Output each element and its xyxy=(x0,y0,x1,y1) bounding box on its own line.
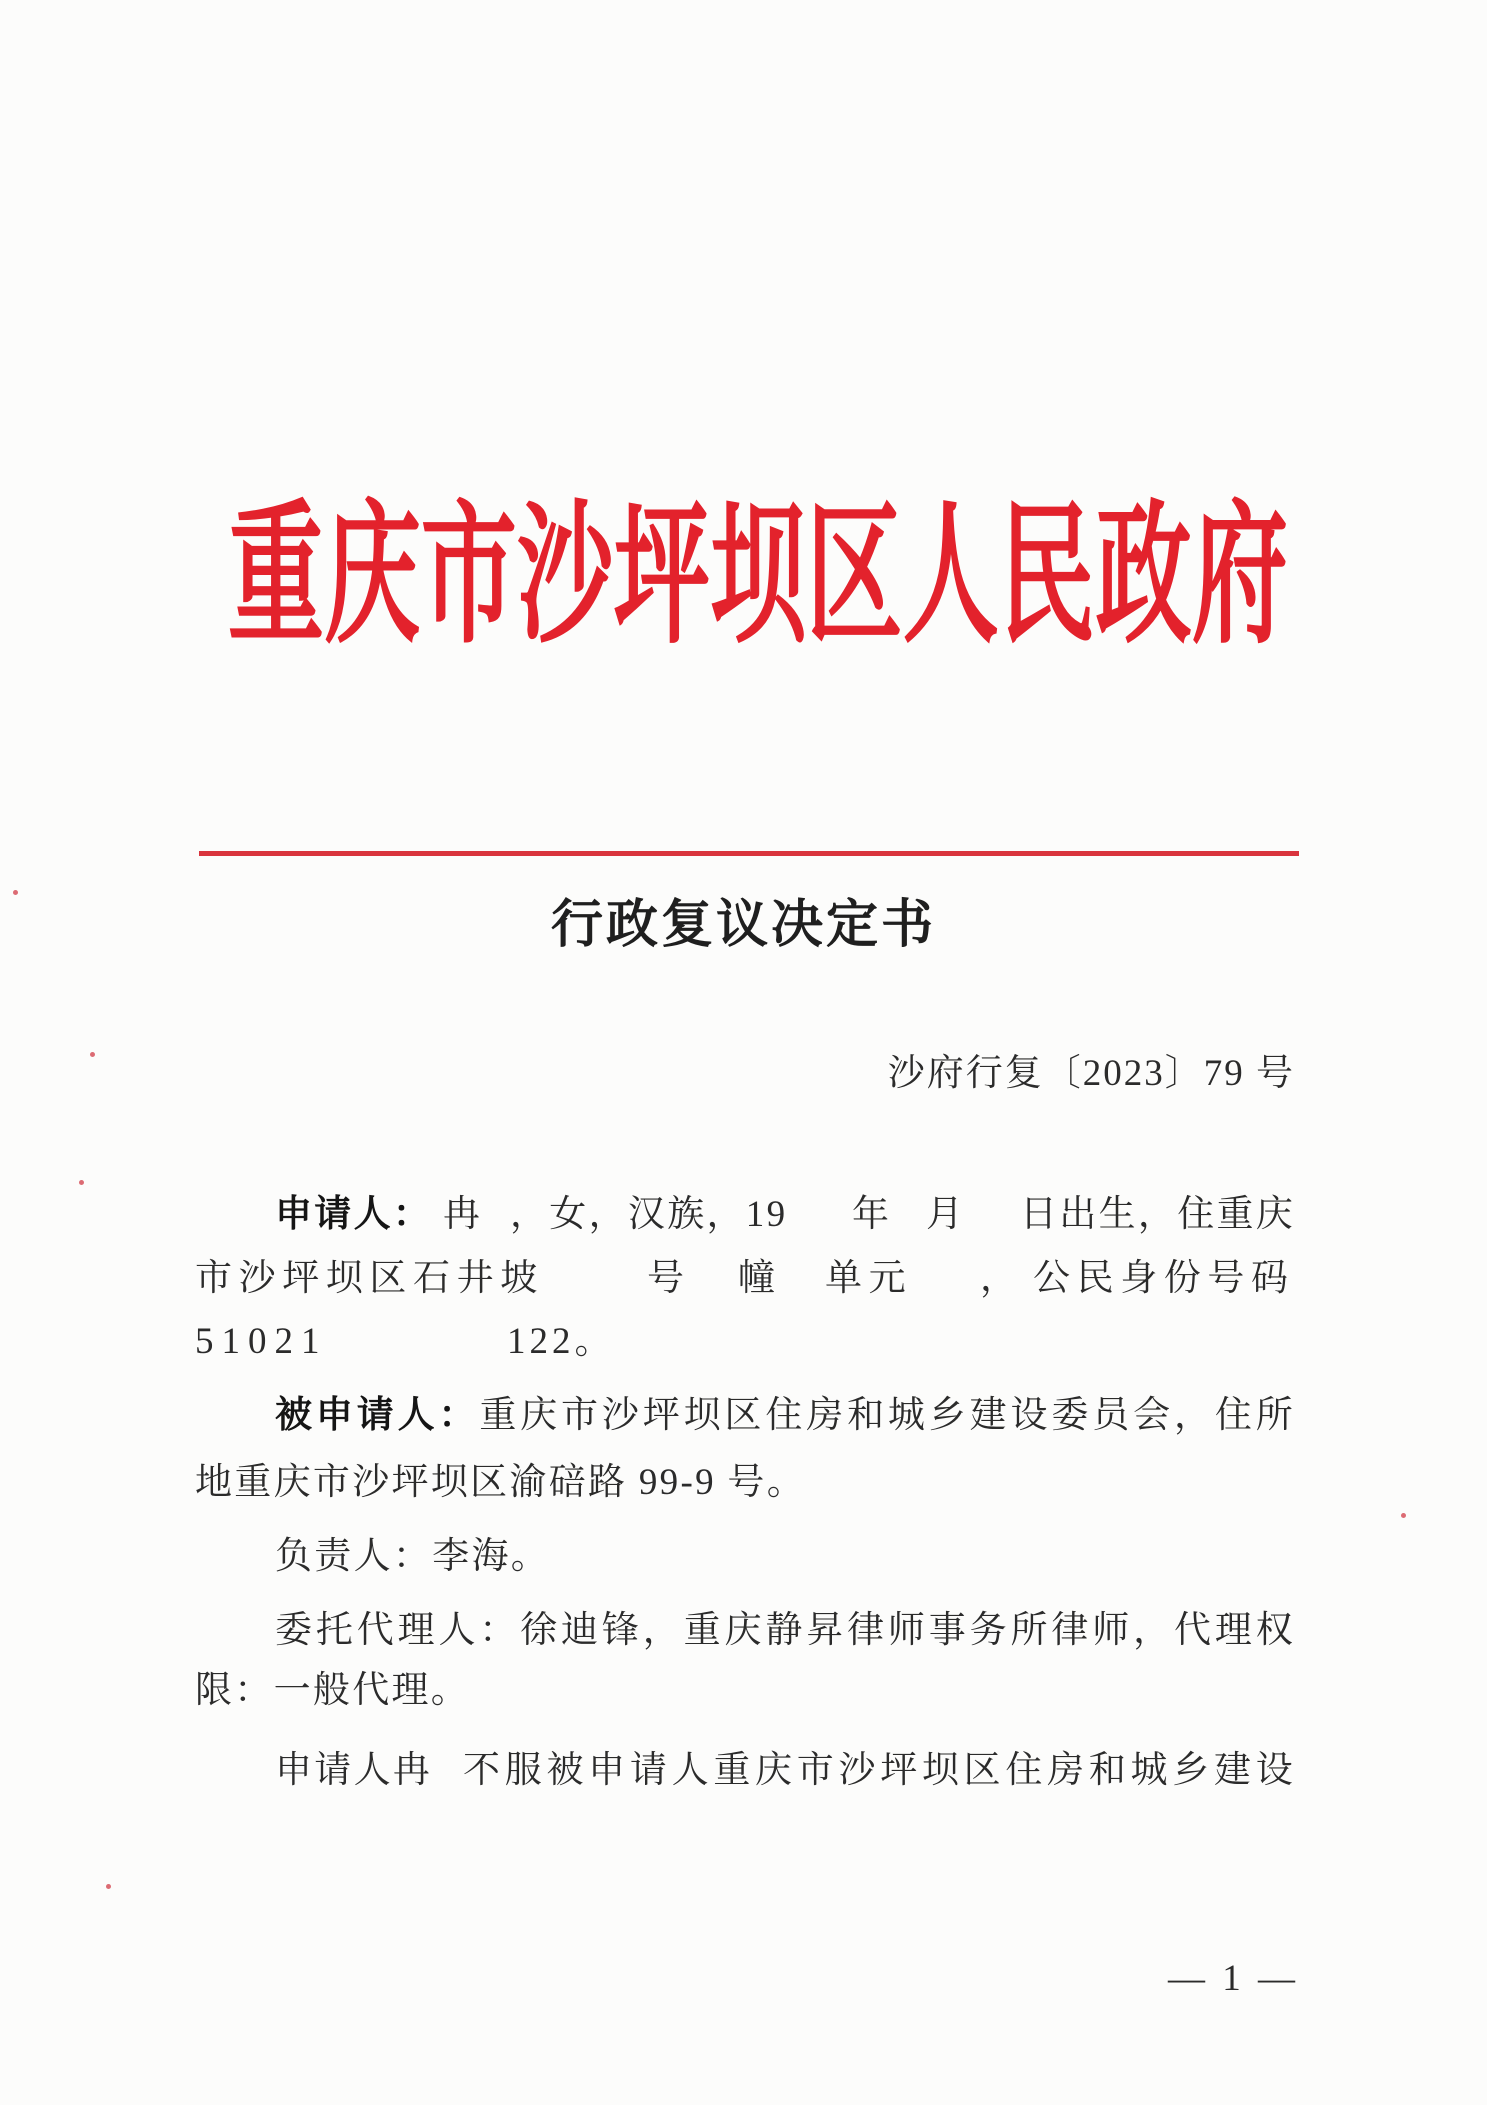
page-number: — 1 — xyxy=(1168,1958,1299,1999)
body-line-6 xyxy=(195,1532,1295,1582)
body-line-8 xyxy=(195,1666,1295,1716)
header-red-rule xyxy=(199,851,1299,856)
birth-day-and-residence: 日出生，住重庆 xyxy=(1020,1194,1296,1235)
body-line-9 xyxy=(195,1746,1295,1796)
body-line-2 xyxy=(195,1254,1295,1304)
case-intro-text: 不服被申请人重庆市沙坪坝区住房和城乡建设 xyxy=(463,1750,1295,1791)
address-unit-unit: 单元 xyxy=(825,1258,913,1299)
issuing-authority-header: 重庆市沙坪坝区人民政府 xyxy=(228,490,1288,662)
scan-speck xyxy=(79,1180,84,1185)
respondent-address: 地重庆市沙坪坝区渝碚路 99-9 号。 xyxy=(195,1462,807,1503)
applicant-address: 市沙坪坝区石井坡 xyxy=(195,1258,544,1299)
body-line-5 xyxy=(195,1458,1295,1508)
birth-year-unit: 年 xyxy=(852,1194,892,1235)
address-number-unit: 号 xyxy=(647,1258,691,1299)
agent-authority: 限：一般代理。 xyxy=(195,1670,471,1711)
document-number: 沙府行复〔2023〕79 号 xyxy=(887,1053,1295,1094)
body-line-1 xyxy=(195,1190,1295,1240)
case-intro-head: 申请人冉 xyxy=(275,1750,433,1791)
scan-speck xyxy=(1401,1513,1406,1518)
applicant-label: 申请人： xyxy=(275,1194,433,1235)
applicant-info: ，女，汉族，19 xyxy=(510,1194,788,1235)
id-number-label: 公民身份号码 xyxy=(1033,1258,1295,1299)
document-title: 行政复议决定书 xyxy=(550,897,936,954)
responsible-person: 负责人：李海。 xyxy=(275,1536,551,1577)
id-number-tail: 122。 xyxy=(507,1321,616,1362)
body-line-7 xyxy=(195,1606,1295,1656)
address-building-unit: 幢 xyxy=(738,1258,782,1299)
agent-paragraph: 委托代理人：徐迪锋，重庆静昇律师事务所律师，代理权 xyxy=(275,1610,1295,1651)
scan-speck xyxy=(13,890,18,895)
scan-speck xyxy=(106,1884,111,1889)
address-comma: ， xyxy=(980,1258,1024,1299)
respondent-paragraph xyxy=(275,1391,1295,1441)
respondent-label: 被申请人： xyxy=(275,1395,480,1436)
applicant-name: 冉 xyxy=(443,1194,483,1235)
birth-month-unit: 月 xyxy=(926,1194,966,1235)
id-number-head: 51021 xyxy=(195,1321,328,1362)
scan-speck xyxy=(90,1052,95,1057)
body-line-4 xyxy=(195,1391,1295,1441)
body-line-3 xyxy=(195,1317,1295,1367)
respondent-text: 重庆市沙坪坝区住房和城乡建设委员会，住所 xyxy=(479,1395,1295,1436)
